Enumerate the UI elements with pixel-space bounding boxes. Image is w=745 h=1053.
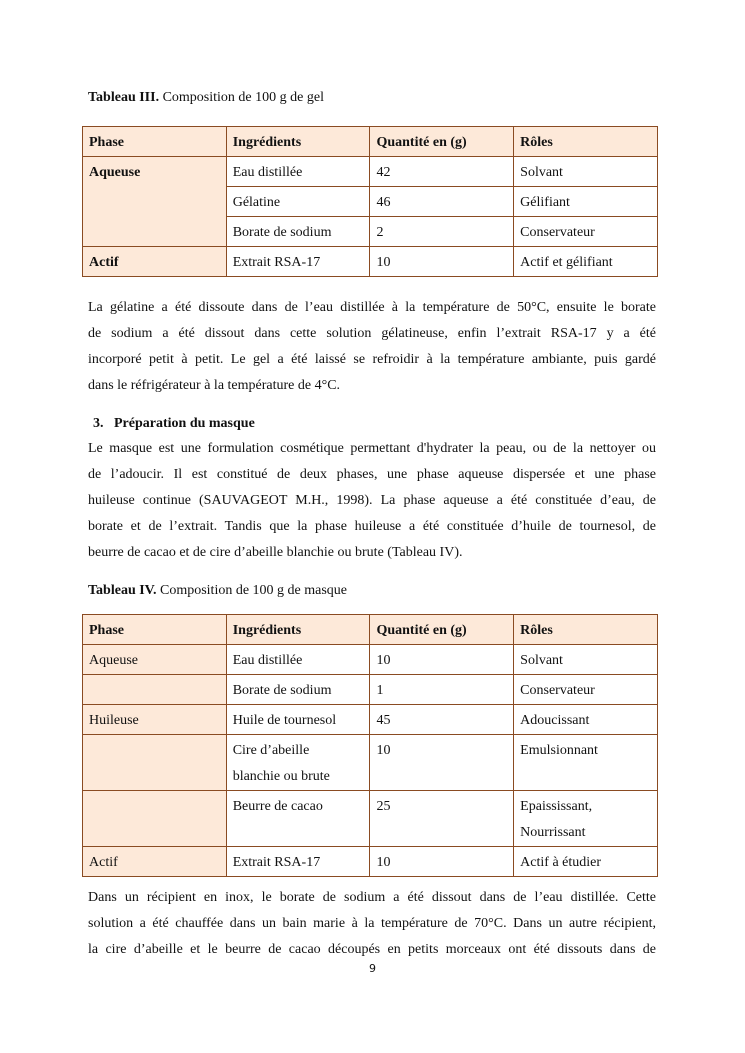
- cell: Borate de sodium: [226, 675, 370, 705]
- table-row: [83, 705, 658, 735]
- header-cell: Rôles: [514, 127, 658, 157]
- table-row: [83, 675, 658, 705]
- caption-label: Tableau IV.: [88, 583, 157, 598]
- table-header-row: [83, 127, 658, 157]
- phase-cell: Aqueuse: [83, 157, 227, 247]
- paragraph-line: Dans un récipient en inox, le borate de sodium a été dissout dans de l’eau distillée. Cette: [88, 890, 656, 905]
- header-cell: Rôles: [514, 615, 658, 645]
- page-number: 9: [369, 962, 376, 975]
- cell: Gélifiant: [514, 187, 658, 217]
- cell: Conservateur: [514, 675, 658, 705]
- header-cell: Phase: [83, 127, 227, 157]
- table-row: [83, 847, 658, 877]
- cell: 46: [370, 187, 514, 217]
- header-cell: Quantité en (g): [370, 127, 514, 157]
- cell: 42: [370, 157, 514, 187]
- table-row: [83, 791, 658, 847]
- paragraph-line: de sodium a été dissout dans cette solution gélatineuse, enfin l’extrait RSA-17 y a été: [88, 326, 656, 341]
- caption-text: Composition de 100 g de gel: [159, 90, 324, 105]
- cell: 10: [370, 645, 514, 675]
- cell-line: Epaississant,: [520, 799, 593, 814]
- paragraph-line: solution a été chauffée dans un bain marie à la température de 70°C. Dans un autre récipient,: [88, 916, 656, 931]
- phase-cell: Huileuse: [83, 705, 227, 735]
- header-cell: Ingrédients: [226, 615, 370, 645]
- cell: Beurre de cacao: [226, 791, 370, 847]
- paragraph-line: La gélatine a été dissoute dans de l’eau distillée à la température de 50°C, ensuite le borate: [88, 300, 656, 315]
- phase-cell: Actif: [83, 847, 227, 877]
- table-row: [83, 157, 658, 187]
- cell-line: Nourrissant: [520, 825, 586, 840]
- section-number: 3.: [93, 416, 104, 431]
- paragraph-line: huileuse continue (SAUVAGEOT M.H., 1998). La phase aqueuse a été constituée d’eau, de: [88, 493, 656, 508]
- phase-cell: Actif: [83, 247, 227, 277]
- table-mask-composition: [82, 614, 658, 877]
- section-title: Préparation du masque: [114, 416, 255, 431]
- table3-caption: [88, 90, 324, 106]
- cell: 2: [370, 217, 514, 247]
- cell-line: Cire d’abeille: [232, 743, 310, 758]
- cell: 10: [370, 735, 514, 791]
- cell: Eau distillée: [226, 645, 370, 675]
- cell: Extrait RSA-17: [226, 247, 370, 277]
- table-gel-composition: [82, 126, 658, 277]
- header-cell: Phase: [83, 615, 227, 645]
- phase-cell: [83, 735, 227, 791]
- cell: Eau distillée: [226, 157, 370, 187]
- table4-caption: [88, 583, 347, 599]
- cell-line: blanchie ou brute: [232, 769, 330, 784]
- cell: 10: [370, 847, 514, 877]
- table-row: [83, 645, 658, 675]
- cell: Solvant: [514, 157, 658, 187]
- caption-text: Composition de 100 g de masque: [156, 583, 348, 598]
- cell: 45: [370, 705, 514, 735]
- paragraph-line: de l’adoucir. Il est constitué de deux phases, une phase aqueuse dispersée et une phase: [88, 467, 656, 482]
- cell: 1: [370, 675, 514, 705]
- cell: Extrait RSA-17: [226, 847, 370, 877]
- cell: Actif et gélifiant: [514, 247, 658, 277]
- cell: Borate de sodium: [226, 217, 370, 247]
- paragraph-line: la cire d’abeille et le beurre de cacao découpés en petits morceaux ont été dissouts dans de: [88, 942, 656, 957]
- cell: Adoucissant: [514, 705, 658, 735]
- paragraph-line: borate et de l’extrait. Tandis que la phase huileuse a été constituée d’huile de tournesol, de: [88, 519, 656, 534]
- phase-cell: [83, 791, 227, 847]
- header-cell: Ingrédients: [226, 127, 370, 157]
- table-row: [83, 247, 658, 277]
- cell: Huile de tournesol: [226, 705, 370, 735]
- cell: [514, 791, 658, 847]
- table-header-row: [83, 615, 658, 645]
- section-heading: [93, 416, 255, 432]
- cell: [226, 735, 370, 791]
- cell: Conservateur: [514, 217, 658, 247]
- header-cell: Quantité en (g): [370, 615, 514, 645]
- cell: 10: [370, 247, 514, 277]
- table-row: [83, 735, 658, 791]
- cell: Emulsionnant: [514, 735, 658, 791]
- cell: Solvant: [514, 645, 658, 675]
- paragraph-line: Le masque est une formulation cosmétique permettant d'hydrater la peau, ou de la nettoyer ou: [88, 441, 656, 456]
- caption-label: Tableau III.: [88, 90, 160, 105]
- phase-cell: [83, 675, 227, 705]
- cell: 25: [370, 791, 514, 847]
- paragraph-line: incorporé petit à petit. Le gel a été laissé se refroidir à la température ambiante, puis gardé: [88, 352, 656, 367]
- phase-cell: Aqueuse: [83, 645, 227, 675]
- cell: Actif à étudier: [514, 847, 658, 877]
- paragraph-line: beurre de cacao et de cire d’abeille blanchie ou brute (Tableau IV).: [88, 545, 463, 560]
- cell: Gélatine: [226, 187, 370, 217]
- paragraph-line: dans le réfrigérateur à la température de 4°C.: [88, 378, 341, 393]
